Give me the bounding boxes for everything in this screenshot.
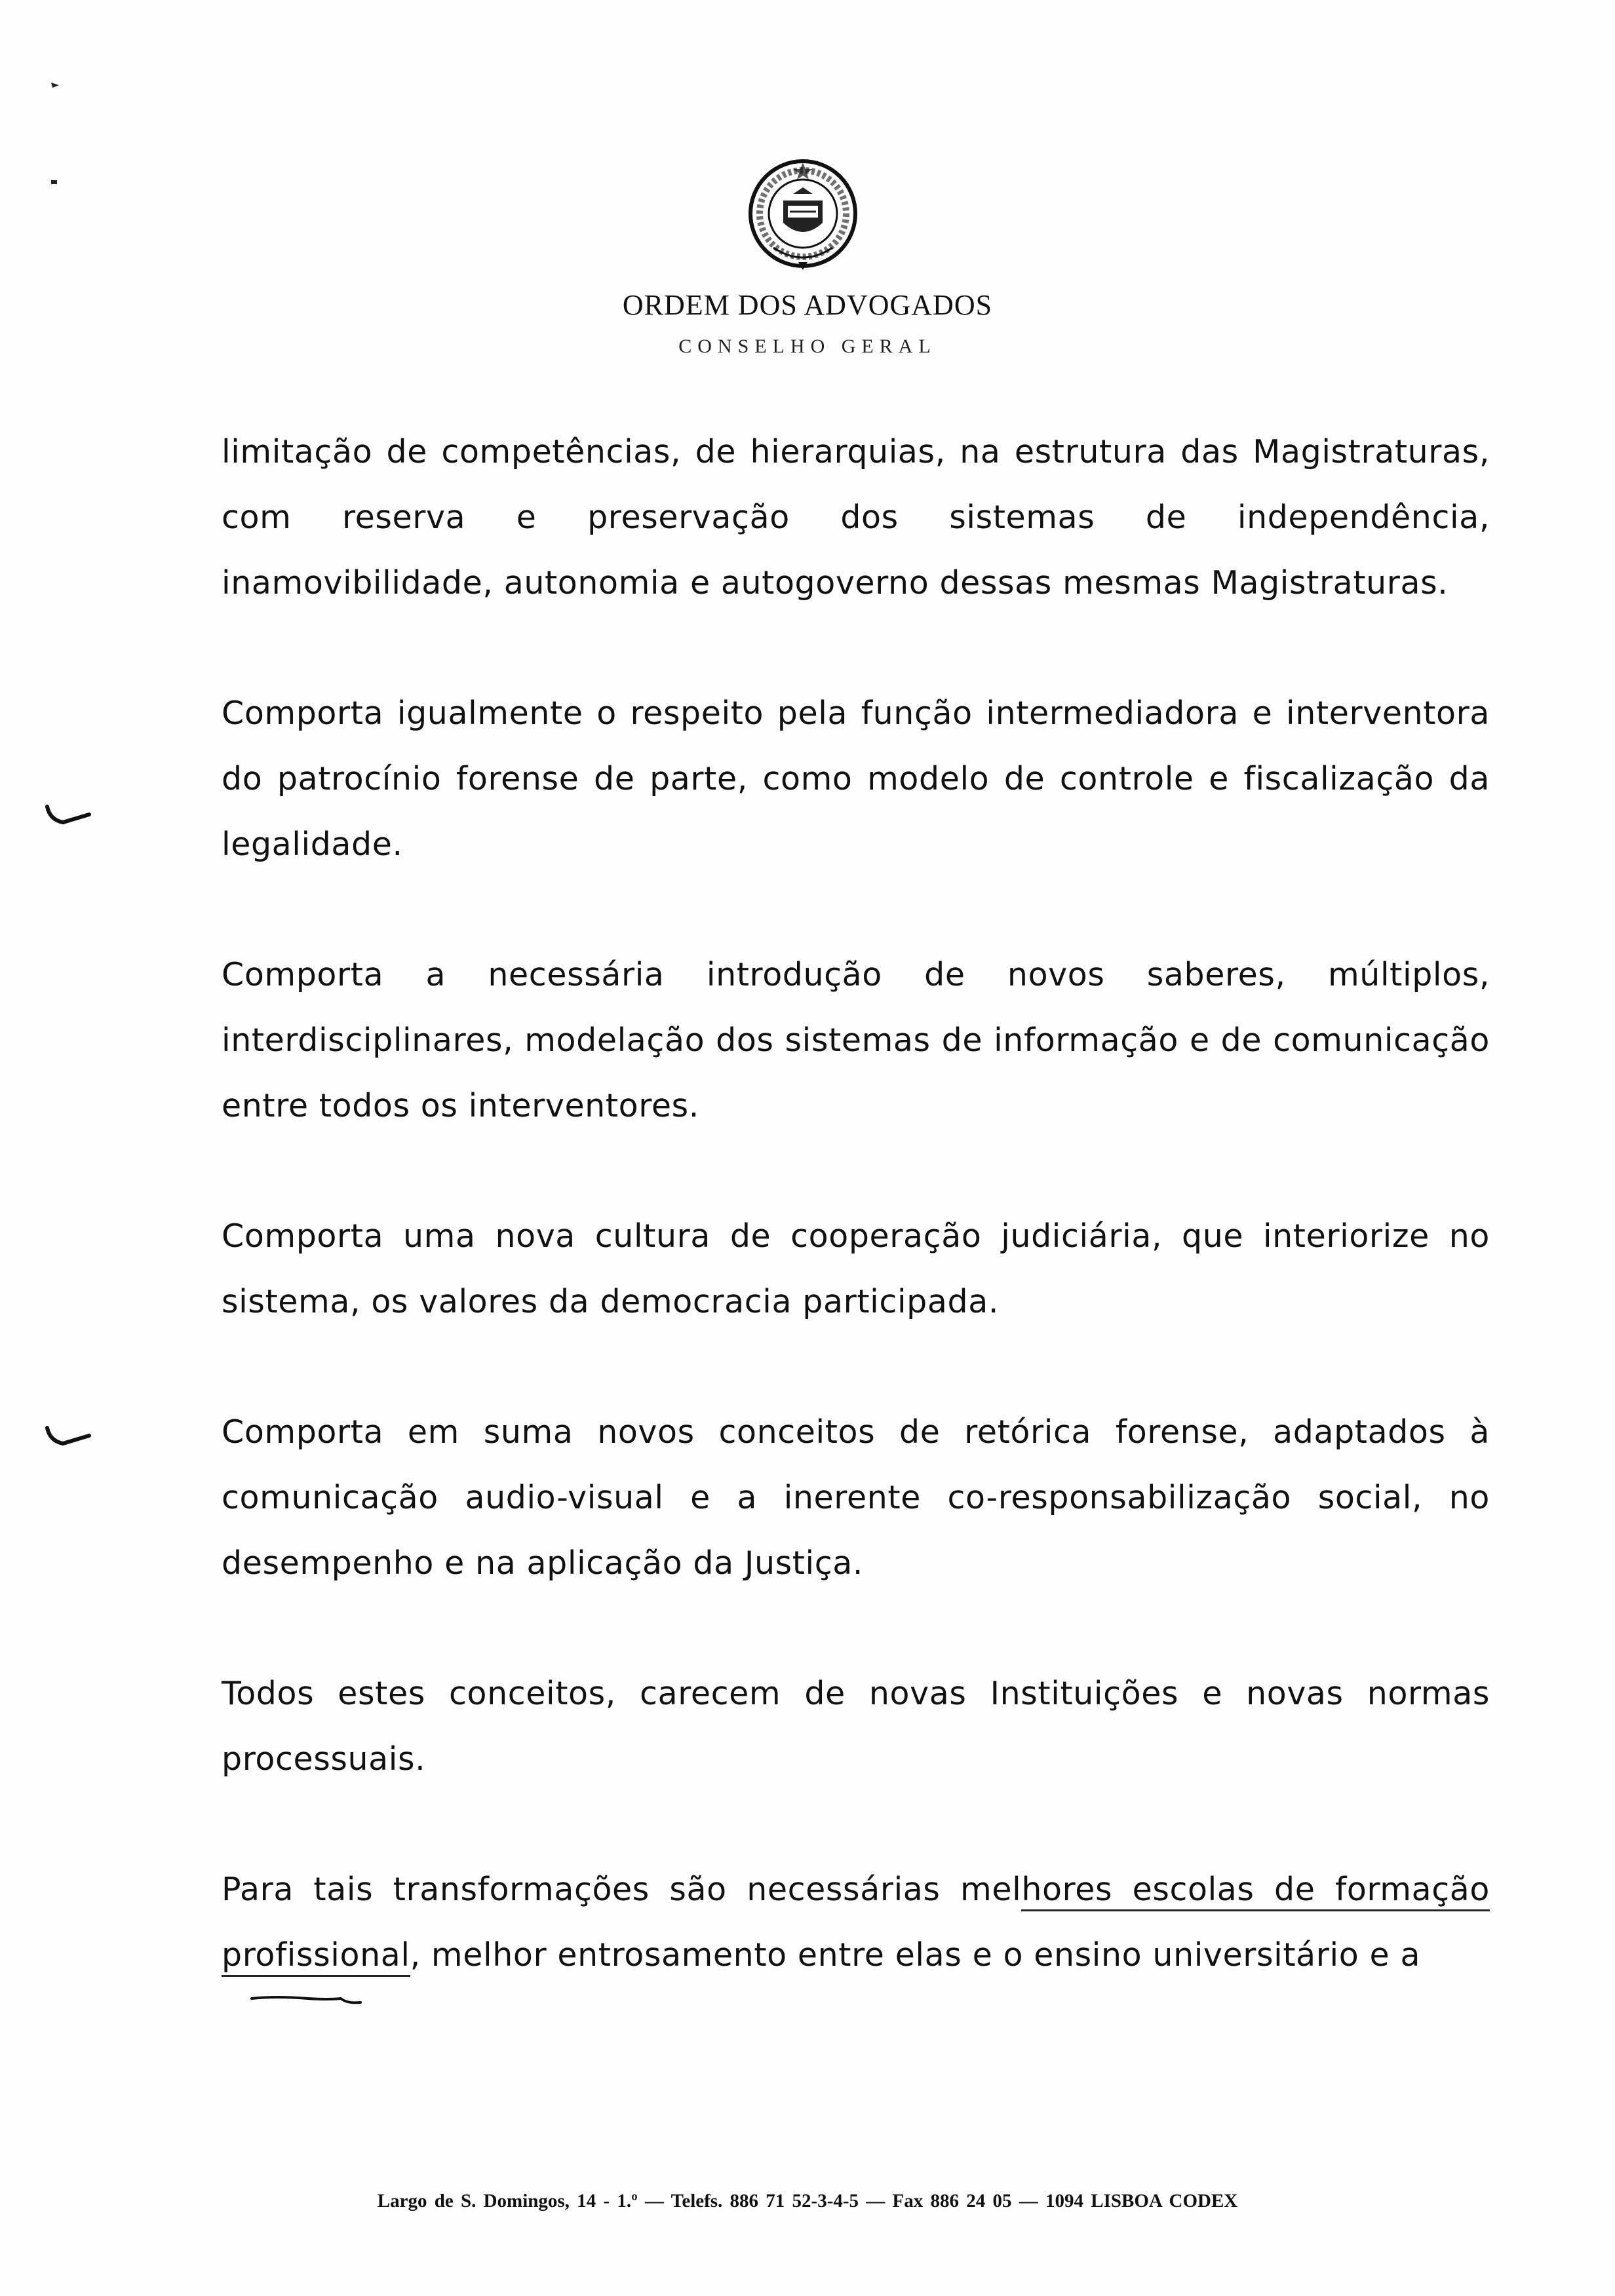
paragraph: limitação de competências, de hierarquias, na estrutura das Magistraturas, com reserva e preservação dos sistemas de independência, inamovibilidade, autonomia e autogoverno dessas mesmas Magistraturas. xyxy=(222,433,1490,602)
organization-name: ORDEM DOS ADVOGADOS xyxy=(622,289,993,321)
paragraph: Comporta uma nova cultura de cooperação judiciária, que interiorize no sistema, os valores da democracia participada. xyxy=(222,1217,1490,1320)
letter-body xyxy=(222,419,1490,1988)
paragraph: Todos estes conceitos, carecem de novas Instituições e novas normas processuais. xyxy=(222,1675,1490,1778)
paragraph: Comporta igualmente o respeito pela função intermediadora e interventora do patrocínio forense de parte, como modelo de controle e fiscalização da legalidade. xyxy=(222,695,1490,863)
text-segment: Para tais transformações são necessárias mel xyxy=(222,1871,1022,1908)
underline-squiggle-mark xyxy=(249,1992,367,2008)
handwritten-underline-text: hores escolas de formação profissional xyxy=(222,1871,1490,1977)
check-mark-icon xyxy=(45,1424,97,1457)
text-segment: , melhor entrosamento entre elas e o ensino universitário e a xyxy=(410,1936,1421,1974)
paragraph: Comporta em suma novos conceitos de retórica forense, adaptados à comunicação audio-visual e a inerente co-responsabilização social, no desempenho e na aplicação da Justiça. xyxy=(222,1413,1490,1582)
paragraph-last xyxy=(222,1857,1490,1988)
check-mark-icon xyxy=(45,803,97,835)
bar-association-seal-icon xyxy=(741,149,865,280)
footer-address: Largo de S. Domingos, 14 - 1.º — Telefs. 886 71 52-3-4-5 — Fax 886 24 05 — 1094 LISBOA CODEX xyxy=(377,2191,1238,2211)
dot-mark-icon xyxy=(50,178,60,186)
speck-mark-icon xyxy=(50,77,63,90)
department-name: CONSELHO GERAL xyxy=(678,335,937,357)
paragraph: Comporta a necessária introdução de novos saberes, múltiplos, interdisciplinares, modelação dos sistemas de informação e de comunicação entre todos os interventores. xyxy=(222,956,1490,1124)
